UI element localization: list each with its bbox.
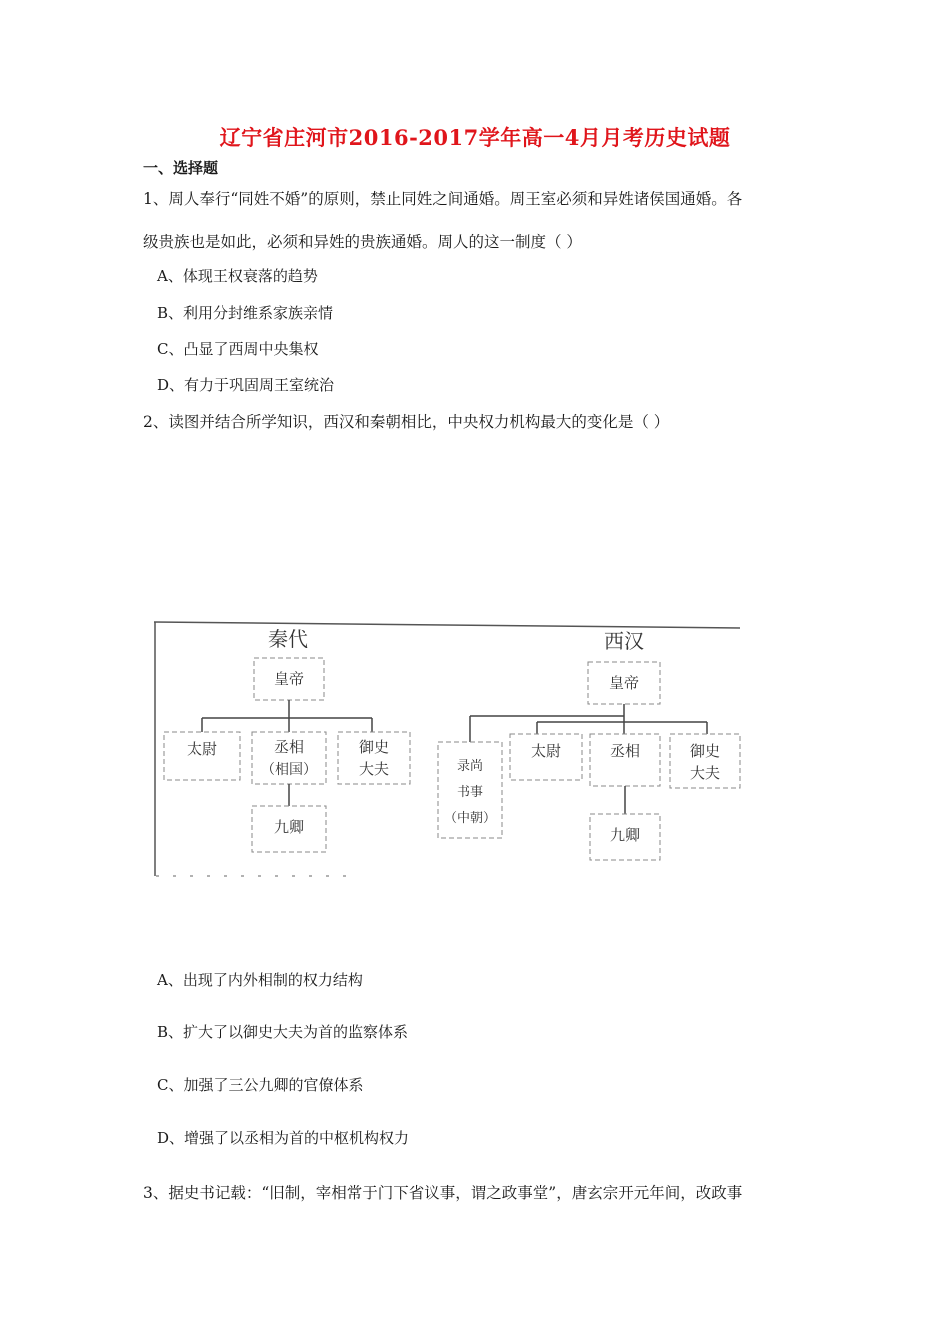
q1-option-d: D、有力于巩固周王室统治: [157, 376, 335, 394]
han-chengxiang: 丞相: [609, 742, 641, 760]
qin-emperor: 皇帝: [273, 670, 305, 688]
q3-stem-line1: 3、据史书记载：“旧制，宰相常于门下省议事，谓之政事堂”，唐玄宗开元年间，改政事: [143, 1184, 743, 1202]
q1-option-b: B、利用分封维系家族亲情: [157, 304, 334, 322]
qin-xiangguo: （相国）: [261, 762, 317, 778]
han-yushi-line2: 大夫: [689, 764, 721, 782]
qin-label: 秦代: [268, 627, 308, 651]
q1-option-a: A、体现王权衰落的趋势: [157, 267, 318, 285]
han-label: 西汉: [604, 629, 644, 653]
qin-jiuqing: 九卿: [273, 818, 305, 836]
section-heading: 一、选择题: [143, 159, 219, 177]
q2-option-a: A、出现了内外相制的权力结构: [157, 971, 363, 989]
q2-option-b: B、扩大了以御史大夫为首的监察体系: [157, 1023, 409, 1041]
qin-taiwei: 太尉: [186, 740, 218, 758]
q1-option-c: C、凸显了西周中央集权: [157, 340, 319, 358]
han-emperor: 皇帝: [608, 674, 640, 692]
han-yushi-line1: 御史: [689, 742, 721, 760]
exam-title: 辽宁省庄河市2016-2017学年高一4月月考历史试题: [219, 125, 731, 150]
han-jiuqing: 九卿: [609, 826, 641, 844]
q2-stem: 2、读图并结合所学知识，西汉和秦朝相比，中央权力机构最大的变化是（ ）: [143, 413, 670, 431]
government-structure-diagram: [152, 618, 742, 882]
q1-stem-line2: 级贵族也是如此，必须和异姓的贵族通婚。周人的这一制度（ ）: [143, 233, 582, 251]
q2-option-c: C、加强了三公九卿的官僚体系: [157, 1076, 364, 1094]
q1-stem-line1: 1、周人奉行“同姓不婚”的原则，禁止同姓之间通婚。周王室必须和异姓诸侯国通婚。各: [143, 190, 743, 208]
qin-chengxiang: 丞相: [273, 738, 305, 756]
han-zhongchao: （中朝）: [443, 811, 497, 826]
qin-yushi-line1: 御史: [358, 738, 390, 756]
han-shangshu-line1: 录尚: [456, 759, 484, 774]
qin-yushi-line2: 大夫: [358, 760, 390, 778]
han-shangshu-line2: 书事: [456, 785, 484, 800]
han-taiwei: 太尉: [530, 742, 562, 760]
q2-option-d: D、增强了以丞相为首的中枢机构权力: [157, 1129, 410, 1147]
